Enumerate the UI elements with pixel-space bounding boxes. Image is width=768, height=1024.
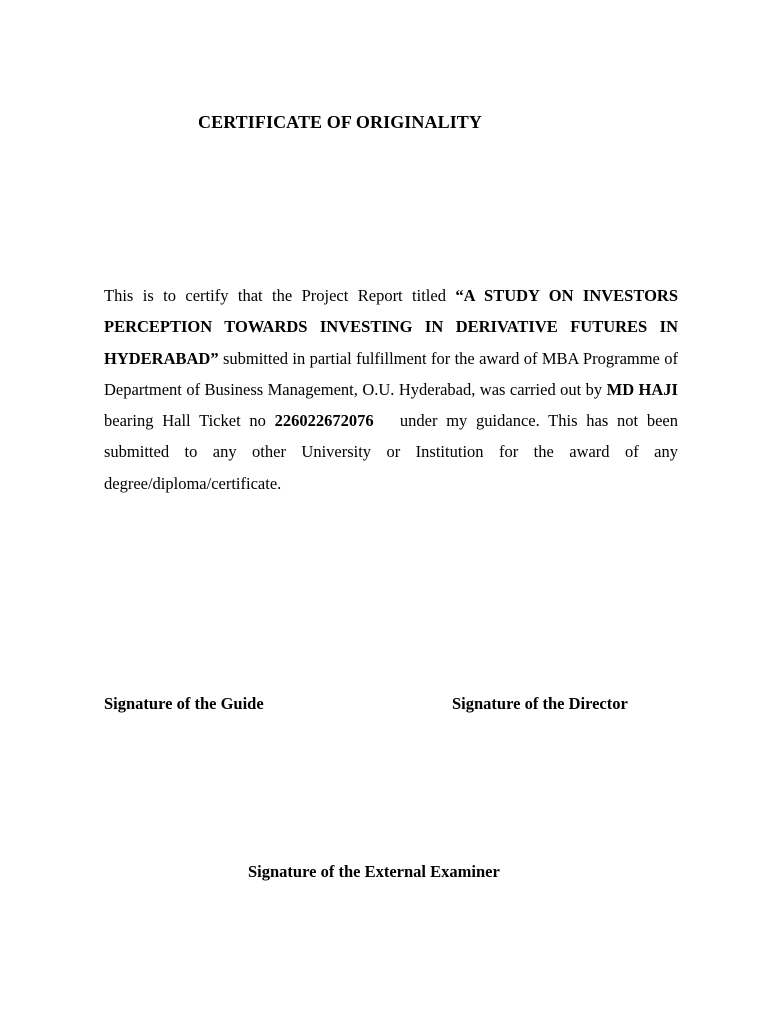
body-submitted-text: submitted in partial fulfillment for the award of MBA Programme of Department of Business Management, O.U. Hyderabad, was carried out by (104, 348, 678, 399)
certificate-body (104, 280, 683, 499)
body-intro: This is to certify that the Project Report titled (104, 286, 456, 305)
student-name: MD HAJI (606, 379, 678, 399)
signature-guide-label: Signature of the Guide (104, 694, 264, 713)
hall-ticket-number: 226022672076 (274, 411, 374, 431)
body-bearing-text: bearing Hall Ticket no (104, 411, 275, 431)
signature-director-label: Signature of the Director (452, 694, 628, 713)
signature-external-examiner-label: Signature of the External Examiner (248, 862, 500, 881)
project-title: “A STUDY ON INVESTORS PERCEPTION TOWARDS INVESTING IN DERIVATIVE FUTURES IN HYDERABAD” (104, 286, 678, 368)
document-title: CERTIFICATE OF ORIGINALITY (198, 112, 483, 132)
body-closing-text: under my guidance. This has not been submitted to any other University or Institution for the award of any degree/diploma/certificate. (104, 411, 683, 493)
